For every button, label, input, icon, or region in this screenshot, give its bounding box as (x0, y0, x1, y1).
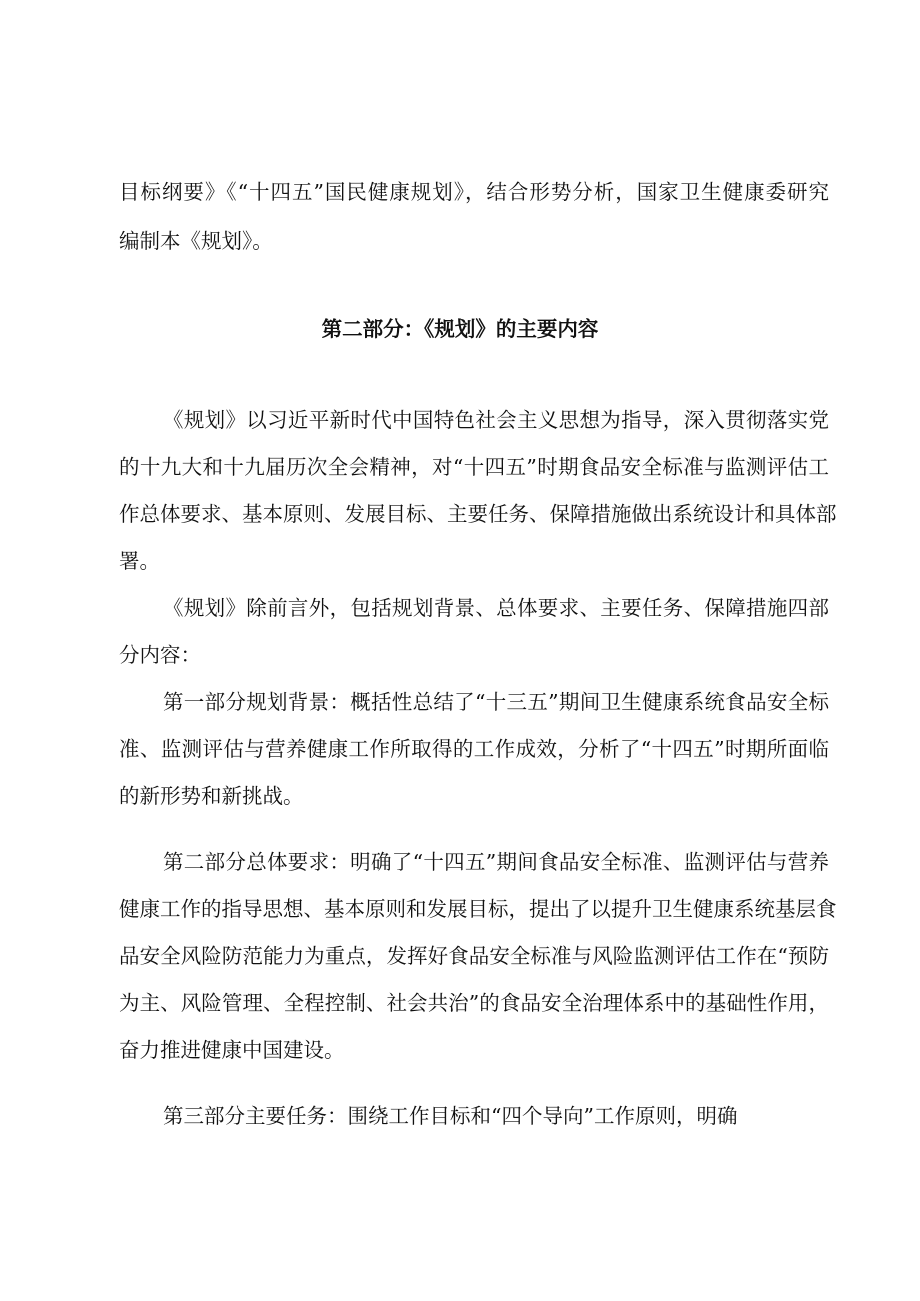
para4-line-5: 奋力推进健康中国建设。 (119, 1038, 345, 1062)
para3-line-3: 的新形势和新挑战。 (119, 784, 304, 808)
para5-line-1: 第三部分主要任务：围绕工作目标和“四个导向”工作原则，明确 (163, 1104, 738, 1128)
para1-line-4: 署。 (119, 549, 160, 573)
intro-line-2: 编制本《规划》。 (119, 229, 273, 253)
para4-line-3: 品安全风险防范能力为重点，发挥好食品安全标准与风险监测评估工作在“预防 (119, 944, 829, 968)
para2-line-2: 分内容： (119, 643, 201, 667)
para4-line-4: 为主、风险管理、全程控制、社会共治”的食品安全治理体系中的基础性作用， (119, 991, 829, 1015)
para1-line-1: 《规划》以习近平新时代中国特色社会主义思想为指导，深入贯彻落实党 (163, 408, 829, 432)
para4-line-2: 健康工作的指导思想、基本原则和发展目标，提出了以提升卫生健康系统基层食 (119, 897, 837, 921)
para2-line-1: 《规划》除前言外，包括规划背景、总体要求、主要任务、保障措施四部 (163, 596, 829, 620)
section-heading: 第二部分：《规划》的主要内容 (321, 317, 599, 341)
para3-line-2: 准、监测评估与营养健康工作所取得的工作成效，分析了“十四五”时期所面临 (119, 737, 829, 761)
intro-line-1: 目标纲要》《“十四五”国民健康规划》，结合形势分析，国家卫生健康委研究 (119, 180, 829, 204)
para1-line-2: 的十九大和十九届历次全会精神，对“十四五”时期食品安全标准与监测评估工 (119, 455, 829, 479)
para4-line-1: 第二部分总体要求：明确了“十四五”期间食品安全标准、监测评估与营养 (163, 850, 829, 874)
para3-line-1: 第一部分规划背景：概括性总结了“十三五”期间卫生健康系统食品安全标 (163, 690, 829, 714)
para1-line-3: 作总体要求、基本原则、发展目标、主要任务、保障措施做出系统设计和具体部 (119, 502, 837, 526)
